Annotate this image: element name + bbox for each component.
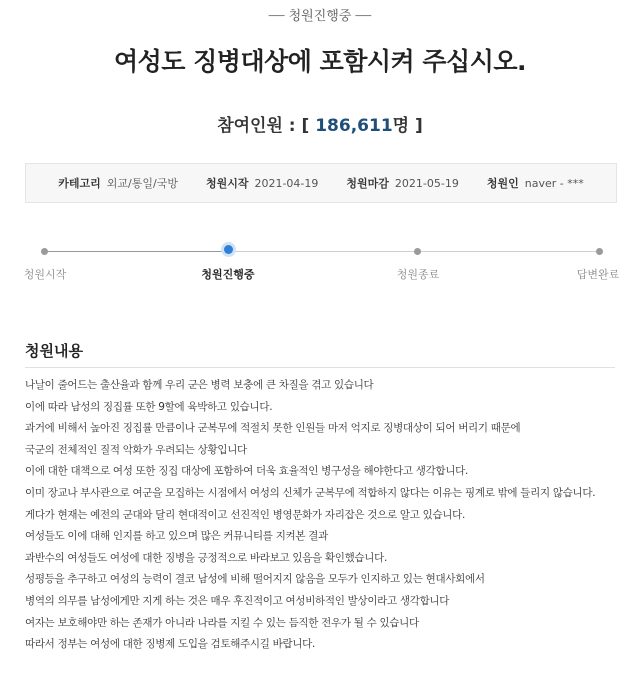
info-author-value: naver - *** xyxy=(524,177,584,190)
progress-track-filled xyxy=(44,251,228,252)
petition-info-box xyxy=(25,163,617,203)
progress-step-dot-closed xyxy=(414,248,421,255)
progress-step-label-closed: 청원종료 xyxy=(396,268,440,281)
info-end-label: 청원마감 xyxy=(346,177,389,190)
content-line: 과반수의 여성들도 여성에 대한 징병을 긍정적으로 바라보고 있음을 확인했습니다. xyxy=(25,551,387,564)
info-end-value: 2021-05-19 xyxy=(394,177,459,190)
participants-count xyxy=(0,111,640,136)
progress-step-dot-start xyxy=(41,248,48,255)
content-line: 나날이 줄어드는 출산율과 함께 우리 군은 병력 보충에 큰 차질을 겪고 있습니다 xyxy=(25,379,374,391)
info-category-value: 외교/통일/국방 xyxy=(106,177,178,190)
info-category-label: 카테고리 xyxy=(58,177,101,190)
info-start-value: 2021-04-19 xyxy=(254,177,319,190)
petition-status-label: 청원진행중 xyxy=(288,9,352,24)
petition-progress xyxy=(0,244,640,284)
info-category xyxy=(58,175,178,191)
info-start-label: 청원시작 xyxy=(205,177,249,190)
progress-step-dot-ongoing xyxy=(224,245,233,254)
participants-suffix: 명 ] xyxy=(392,116,423,136)
progress-step-label-answered: 답변완료 xyxy=(576,268,620,281)
info-start xyxy=(206,175,318,191)
content-line: 여성들도 이에 대해 인지를 하고 있으며 많은 커뮤니티를 지켜본 결과 xyxy=(25,530,328,543)
content-line: 여자는 보호해야만 하는 존재가 아니라 나라를 지킬 수 있는 듬직한 전우가 될 수 있습니다 xyxy=(25,616,419,629)
content-line: 이에 대한 대책으로 여성 또한 징집 대상에 포함하여 더욱 효율적인 병구성을 해야한다고 생각합니다. xyxy=(25,465,469,478)
participants-number: 186,611 xyxy=(315,116,393,136)
participants-label: 참여인원 : [ xyxy=(217,116,310,136)
info-end xyxy=(346,175,458,191)
petition-title: 여성도 징병대상에 포함시켜 주십시오. xyxy=(113,47,526,76)
petition-content xyxy=(25,375,625,656)
content-line: 게다가 현재는 예전의 군대와 달리 현대적이고 선진적인 병영문화가 자리잡은 것으로 알고 있습니다. xyxy=(25,508,466,521)
progress-step-label-start: 청원시작 xyxy=(23,268,67,281)
info-author-label: 청원인 xyxy=(486,177,519,190)
info-author xyxy=(487,175,584,191)
status-dash-right: ── xyxy=(355,9,372,24)
content-line: 이미 장교나 부사관으로 여군을 모집하는 시점에서 여성의 신체가 군복무에 적합하지 않다는 이유는 핑계로 밖에 들리지 않습니다. xyxy=(25,486,596,499)
progress-step-dot-answered xyxy=(596,248,603,255)
content-line: 국군의 전체적인 질적 악화가 우려되는 상황입니다 xyxy=(25,443,247,456)
status-dash-left: ── xyxy=(268,9,285,24)
progress-step-label-ongoing: 청원진행중 xyxy=(201,268,255,281)
content-heading: 청원내용 xyxy=(25,342,83,360)
petition-status-header xyxy=(0,5,640,24)
content-line: 따라서 정부는 여성에 대한 징병제 도입을 검토해주시길 바랍니다. xyxy=(25,638,316,651)
content-line: 병역의 의무를 남성에게만 지게 하는 것은 매우 후진적이고 여성비하적인 발상이라고 생각합니다 xyxy=(25,594,450,607)
content-divider xyxy=(25,367,615,368)
content-line: 성평등을 추구하고 여성의 능력이 결코 남성에 비해 떨어지지 않음을 모두가 인지하고 있는 현대사회에서 xyxy=(25,573,485,586)
content-line: 과거에 비해서 높아진 징집률 만큼이나 군복무에 적절치 못한 인원들 마저 억지로 징병대상이 되어 버리기 때문에 xyxy=(25,422,521,435)
content-line: 이에 따라 남성의 징집률 또한 9할에 육박하고 있습니다. xyxy=(25,400,273,413)
